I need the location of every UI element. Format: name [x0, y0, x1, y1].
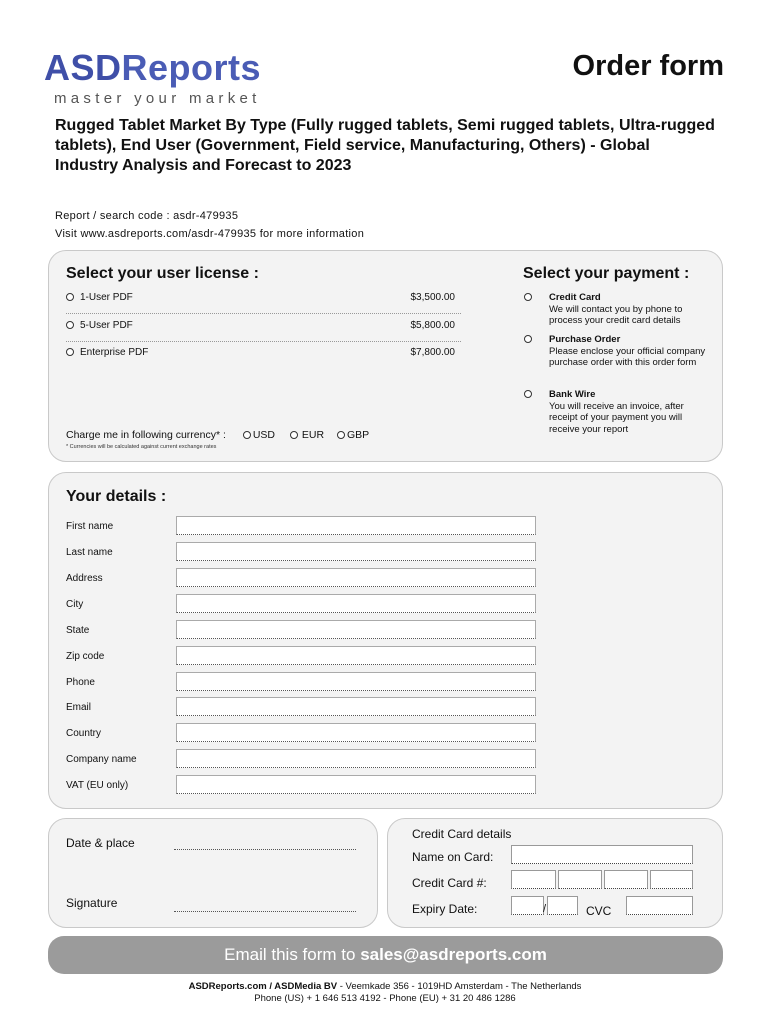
currency-option-eur[interactable]: EUR	[290, 429, 324, 441]
expiry-year-input[interactable]	[547, 896, 578, 915]
license-price: $5,800.00	[410, 320, 455, 331]
radio-icon[interactable]	[524, 293, 532, 301]
phone-input[interactable]	[176, 672, 536, 691]
payment-desc: We will contact you by phone to process your credit card details	[549, 303, 683, 326]
license-price: $3,500.00	[410, 292, 455, 303]
field-label-last-name: Last name	[66, 547, 113, 558]
field-label-company-name: Company name	[66, 754, 137, 765]
first-name-input[interactable]	[176, 516, 536, 535]
card-number-label: Credit Card #:	[412, 876, 487, 890]
footer-company: ASDReports.com / ASDMedia BV	[188, 981, 338, 992]
logo-tagline: master your market	[54, 90, 261, 107]
field-label-state: State	[66, 625, 90, 636]
email-bar-prefix: Email this form to	[224, 945, 361, 964]
field-label-email: Email	[66, 702, 92, 713]
radio-icon[interactable]	[66, 293, 74, 301]
asdreports-logo	[44, 47, 262, 107]
radio-icon[interactable]	[524, 335, 532, 343]
name-on-card-input[interactable]	[511, 845, 693, 864]
field-label-first-name: First name	[66, 521, 114, 532]
country-input[interactable]	[176, 723, 536, 742]
report-title: Rugged Tablet Market By Type (Fully rugged tablets, Semi rugged tablets, Ultra-rugged tablets), End User (Government, Field service, Manufacturing, Others) - Global Industry Analysis and Forecast to 2023	[55, 117, 715, 174]
field-label-zip-code: Zip code	[66, 651, 105, 662]
vat-input[interactable]	[176, 775, 536, 794]
field-label-vat: VAT (EU only)	[66, 780, 129, 791]
payment-head: Bank Wire	[549, 389, 596, 400]
details-title: Your details :	[66, 488, 167, 505]
payment-title: Select your payment :	[523, 265, 690, 282]
license-title: Select your user license :	[66, 265, 259, 282]
name-on-card-label: Name on Card:	[412, 850, 494, 864]
zip-code-input[interactable]	[176, 646, 536, 665]
date-place-field[interactable]	[174, 849, 356, 850]
currency-selector	[66, 429, 369, 441]
field-label-city: City	[66, 599, 84, 610]
radio-icon[interactable]	[243, 431, 251, 439]
payment-desc: You will receive an invoice, after receipt of your payment you will receive your report	[549, 400, 684, 435]
radio-icon[interactable]	[524, 390, 532, 398]
card-number-part-3[interactable]	[604, 870, 648, 889]
currency-option-gbp[interactable]: GBP	[337, 429, 369, 441]
address-input[interactable]	[176, 568, 536, 587]
card-number-part-4[interactable]	[650, 870, 693, 889]
license-label: 5-User PDF	[80, 320, 133, 331]
email-input[interactable]	[176, 697, 536, 716]
footer-address-text: - Veemkade 356 - 1019HD Amsterdam - The Netherlands	[337, 981, 582, 992]
radio-icon[interactable]	[66, 321, 74, 329]
company-name-input[interactable]	[176, 749, 536, 768]
signature-label: Signature	[66, 896, 118, 910]
city-input[interactable]	[176, 594, 536, 613]
cvc-input[interactable]	[626, 896, 693, 915]
license-option-enterprise[interactable]	[66, 345, 461, 369]
license-option-1-user[interactable]	[66, 290, 461, 314]
currency-option-usd[interactable]: USD	[243, 429, 275, 441]
logo-asd-text: ASD	[44, 47, 122, 88]
email-form-bar	[48, 936, 723, 974]
payment-head: Purchase Order	[549, 334, 621, 345]
field-label-phone: Phone	[66, 677, 95, 688]
expiry-separator: /	[543, 903, 547, 915]
report-code: Report / search code : asdr-479935	[55, 210, 239, 222]
radio-icon[interactable]	[66, 348, 74, 356]
license-label: 1-User PDF	[80, 292, 133, 303]
currency-label: Charge me in following currency* :	[66, 429, 226, 441]
currency-note: * Currencies will be calculated against current exchange rates	[66, 444, 217, 450]
cvc-label: CVC	[586, 904, 612, 918]
expiry-month-input[interactable]	[511, 896, 547, 915]
license-option-5-user[interactable]	[66, 318, 461, 342]
payment-head: Credit Card	[549, 292, 601, 303]
signature-field[interactable]	[174, 911, 356, 912]
field-label-address: Address	[66, 573, 103, 584]
payment-desc: Please enclose your official company purchase order with this order form	[549, 345, 706, 368]
radio-icon[interactable]	[290, 431, 298, 439]
email-address-link[interactable]: sales@asdreports.com	[360, 945, 547, 964]
report-visit-link[interactable]: Visit www.asdreports.com/asdr-479935 for more information	[55, 228, 365, 240]
credit-card-title: Credit Card details	[412, 827, 512, 841]
license-label: Enterprise PDF	[80, 347, 149, 358]
footer-phones: Phone (US) + 1 646 513 4192 - Phone (EU) + 31 20 486 1286	[254, 993, 516, 1004]
state-input[interactable]	[176, 620, 536, 639]
page-title: Order form	[572, 50, 724, 82]
radio-icon[interactable]	[337, 431, 345, 439]
card-number-part-2[interactable]	[558, 870, 602, 889]
license-price: $7,800.00	[410, 347, 455, 358]
field-label-country: Country	[66, 728, 102, 739]
footer-address	[0, 981, 770, 992]
logo-reports-text: Reports	[121, 47, 262, 88]
last-name-input[interactable]	[176, 542, 536, 561]
card-number-part-1[interactable]	[511, 870, 556, 889]
date-place-label: Date & place	[66, 836, 135, 850]
expiry-date-label: Expiry Date:	[412, 902, 478, 916]
